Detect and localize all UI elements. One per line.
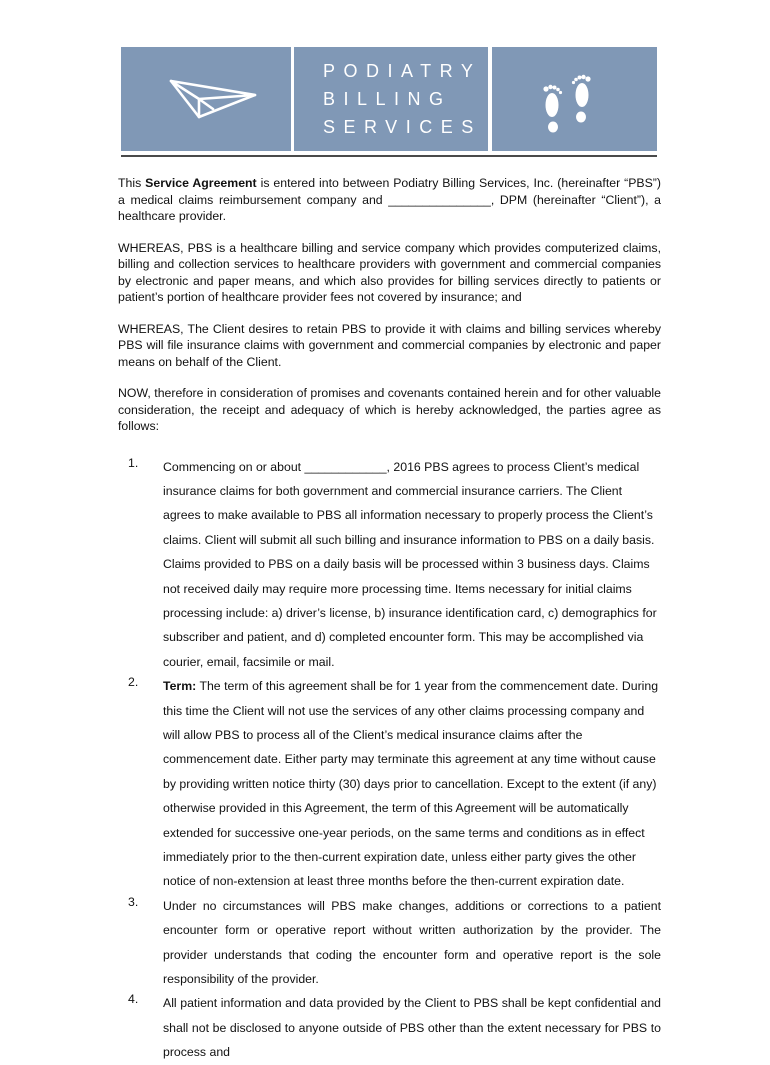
item-text — [163, 894, 661, 992]
item-number: 1. — [128, 455, 139, 470]
intro-pre: This — [118, 176, 146, 190]
logo-line-billing: BILLING — [323, 89, 452, 109]
list-item — [118, 674, 661, 894]
intro-paragraph — [118, 175, 661, 225]
item-text — [163, 455, 661, 675]
item-body: Commencing on or about ____________, 2016 PBS agrees to process Client’s medical insurance claims for both government and commercial insurance carriers. The Client agrees to make available to PBS all information necessary to properly process the Client’s claims. Client will submit all such billing and insurance information to PBS on a daily basis. Claims provided to PBS on a daily basis will be processed within 3 business days. Claims not received daily may require more processing time. Items necessary for initial claims processing include: a) driver’s license, b) insurance identification card, c) demographics for subscriber and patient, and d) completed encounter form. This may be accomplished via courier, email, facsimile or mail. — [163, 459, 657, 669]
logo-right-panel — [492, 47, 657, 151]
list-item — [118, 455, 661, 675]
logo-text-panel — [294, 47, 488, 151]
logo-banner — [121, 47, 657, 151]
item-text — [163, 991, 661, 1064]
item-number: 3. — [128, 894, 139, 909]
header-rule — [121, 155, 657, 157]
now-paragraph: NOW, therefore in consideration of promises and covenants contained herein and for other valuable consideration, the receipt and adequacy of which is hereby acknowledged, the parties agree as follows: — [118, 386, 661, 433]
item-number: 2. — [128, 675, 139, 690]
item-number: 4. — [128, 992, 139, 1007]
item-body: All patient information and data provided by the Client to PBS shall be kept confidential and shall not be disclosed to anyone outside of PBS other than the extent necessary for PBS to process and — [163, 996, 661, 1060]
intro-post: is entered into between Podiatry Billing Services, Inc. (hereinafter “PBS”) a medical claims reimbursement company and _______________, DPM (hereinafter “Client”), a healthcare provider. — [118, 176, 661, 223]
item-bold-label: Term: — [163, 679, 197, 694]
item-body: The term of this agreement shall be for 1 year from the commencement date. During this time the Client will not use the services of any other claims processing company and will allow PBS to process all of the Client’s medical insurance claims after the commencement date. Either party may terminate this agreement at any time without cause by providing written notice thirty (30) days prior to cancellation. Except to the extent (if any) otherwise provided in this Agreement, the term of this Agreement will be automatically extended for successive one-year periods, on the same terms and conditions as in effect immediately prior to the then-current expiration date, unless either party gives the other notice of non-extension at least three months before the then-current expiration date. — [163, 679, 659, 889]
logo-line-podiatry: PODIATRY — [323, 61, 482, 81]
logo-left-panel — [121, 47, 291, 151]
terms-list — [118, 455, 661, 1065]
agreement-body — [118, 175, 661, 1065]
service-agreement-title: Service Agreement — [145, 176, 257, 190]
item-body: Under no circumstances will PBS make changes, additions or corrections to a patient encounter form or operative report without written authorization by the provider. The provider understands that coding the encounter form and operative report is the sole responsibility of the provider. — [163, 898, 661, 987]
paper-airplane-icon — [169, 75, 259, 125]
whereas-paragraph-1: WHEREAS, PBS is a healthcare billing and service company which provides computerized claims, billing and collection services to healthcare providers with government and commercial companies by electronic and paper means, and which also provides for billing services directly to patients or patient’s portion of healthcare provider fees not covered by insurance; and — [118, 240, 661, 304]
item-text — [163, 674, 661, 894]
whereas-paragraph-2: WHEREAS, The Client desires to retain PBS to provide it with claims and billing services whereby PBS will file insurance claims with government and commercial companies by electronic and paper means on behalf of the Client. — [118, 321, 661, 369]
footprints-icon — [540, 67, 598, 135]
list-item — [118, 894, 661, 992]
list-item — [118, 991, 661, 1064]
logo-line-services: SERVICES — [323, 117, 482, 137]
